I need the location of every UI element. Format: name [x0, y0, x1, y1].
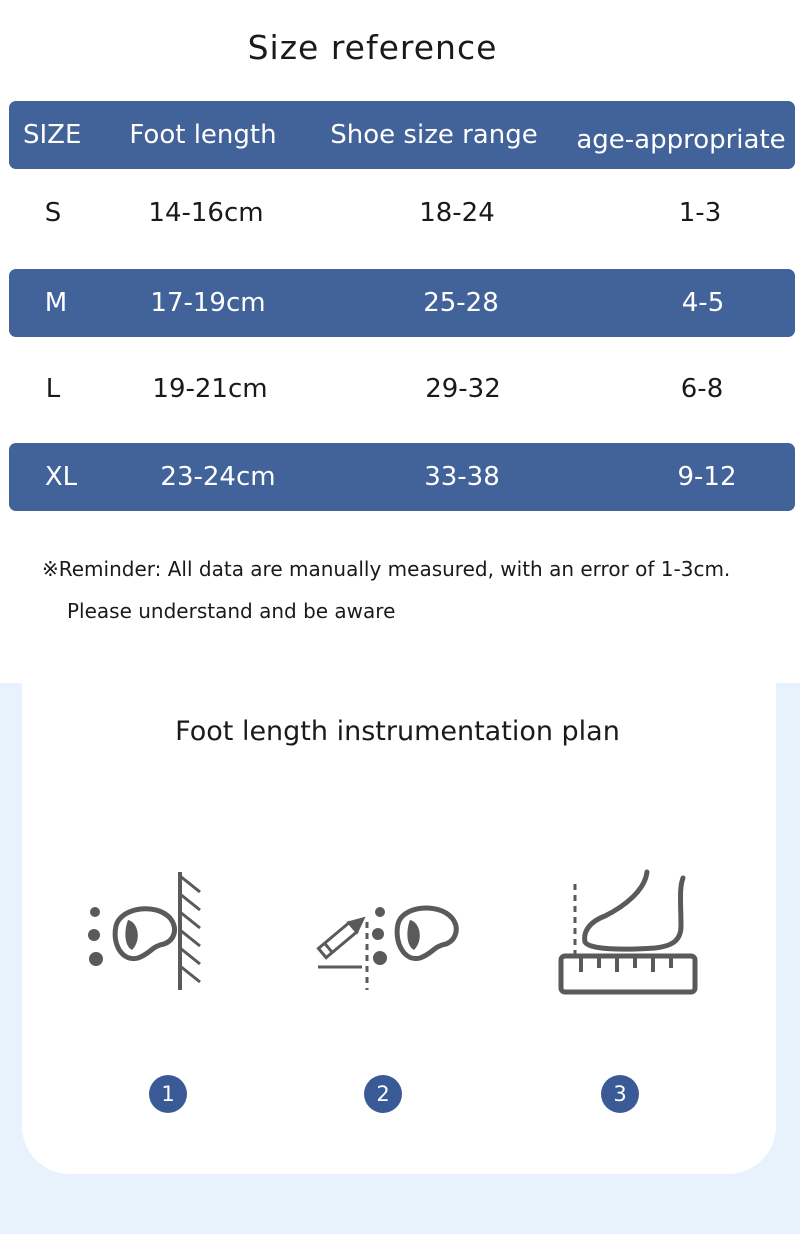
- table-row: [9, 355, 795, 423]
- foot-length-cell: 17-19cm: [150, 288, 266, 318]
- table-row: [9, 179, 795, 247]
- reminder-line-1: ※Reminder: All data are manually measured, with an error of 1-3cm.: [42, 557, 731, 581]
- foot-on-ruler-icon: [555, 866, 705, 1000]
- age-cell: 1-3: [678, 198, 722, 228]
- foot-length-cell: 23-24cm: [160, 462, 276, 492]
- header-size: SIZE: [23, 120, 82, 150]
- header-foot-length: Foot length: [129, 120, 277, 150]
- size-cell: L: [45, 374, 61, 404]
- foot-length-cell: 19-21cm: [152, 374, 268, 404]
- size-cell: M: [44, 288, 68, 318]
- table-header-row: [9, 101, 795, 169]
- table-row: [9, 269, 795, 337]
- step-badge-2: 2: [364, 1075, 402, 1113]
- age-cell: 4-5: [681, 288, 725, 318]
- plan-title: Foot length instrumentation plan: [175, 716, 620, 747]
- shoe-size-cell: 29-32: [425, 374, 501, 404]
- step-badge-1: 1: [149, 1075, 187, 1113]
- reminder-line-2: Please understand and be aware: [67, 599, 396, 623]
- reminder-note: [42, 548, 792, 632]
- age-cell: 9-12: [677, 462, 737, 492]
- pencil-mark-heel-icon: [314, 890, 464, 1000]
- page-title: Size reference: [247, 28, 498, 67]
- header-age-appropriate: age-appropriate: [576, 124, 786, 155]
- shoe-size-cell: 25-28: [423, 288, 499, 318]
- size-cell: XL: [44, 462, 78, 492]
- foot-length-cell: 14-16cm: [148, 198, 264, 228]
- step-badge-3: 3: [601, 1075, 639, 1113]
- shoe-size-cell: 33-38: [424, 462, 500, 492]
- size-cell: S: [44, 198, 62, 228]
- header-shoe-size-range: Shoe size range: [330, 120, 538, 150]
- foot-against-wall-icon: [80, 866, 210, 996]
- table-row: [9, 443, 795, 511]
- age-cell: 6-8: [680, 374, 724, 404]
- shoe-size-cell: 18-24: [419, 198, 495, 228]
